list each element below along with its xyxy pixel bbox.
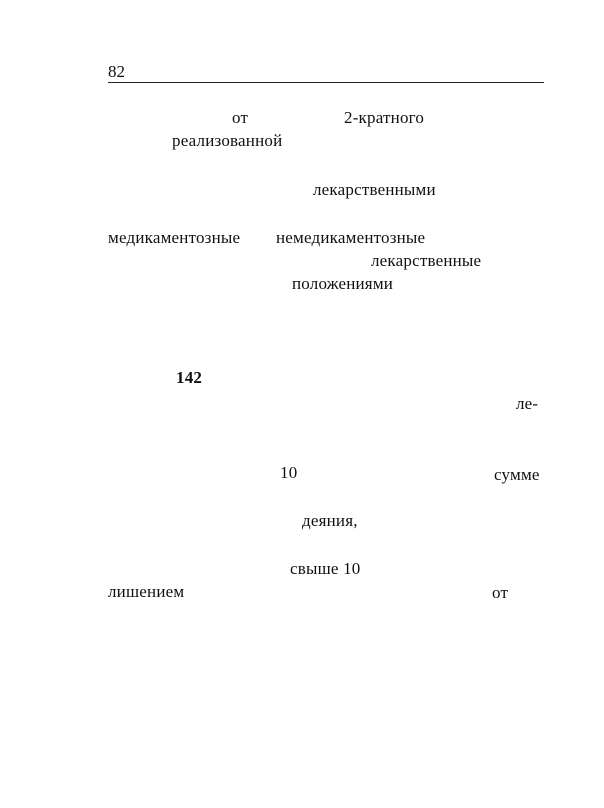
word-fragment: медикаментозные [108,228,241,247]
word-fragment: положениями [292,274,394,293]
word-fragment: сумме [494,465,540,484]
word-fragment: 10 [280,463,298,482]
word-fragment: лекарственные [371,251,482,270]
word-fragment: от [492,583,509,602]
header-rule [108,82,544,83]
word-fragment: ле- [516,394,539,413]
word-fragment: лекарственными [313,180,436,199]
word-fragment: свыше 10 [290,559,361,578]
word-fragment: лишением [108,582,185,601]
word-fragment: немедикаментозные [276,228,426,247]
article-number: 142 [176,368,203,387]
word-fragment: 2-кратного [344,108,425,127]
page-number: 82 [108,62,125,81]
word-fragment: деяния, [302,511,358,530]
word-fragment: от [232,108,249,127]
word-fragment: реализованной [172,131,283,150]
